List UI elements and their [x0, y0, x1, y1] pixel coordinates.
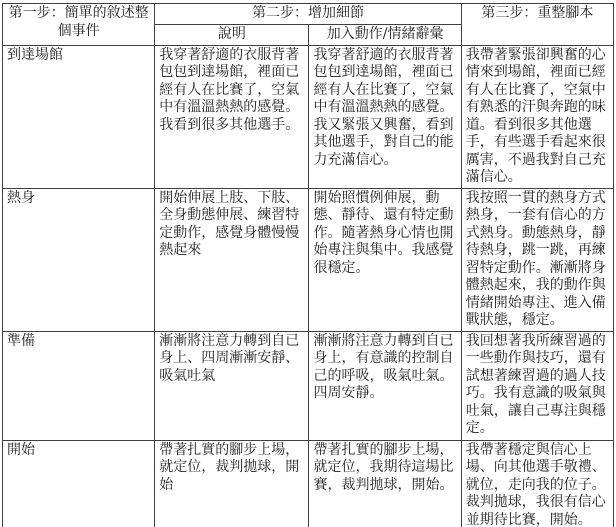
header-step1: 第一步：簡單的敘述整個事件 — [3, 4, 155, 46]
event-label: 開始 — [3, 440, 155, 527]
header-step2-explanation: 說明 — [155, 25, 309, 46]
final-script-cell: 我帶著穩定與信心上場、向其他選手敬禮、就位，走向我的位子。裁判拋球，我很有信心並期待比賽，開始。 — [461, 440, 613, 527]
final-script-cell: 我帶著緊張卻興奮的心情來到場館，裡面已經有人在比賽了，空氣中有熟悉的汗與奔跑的味道。看到很多其他選手，有些選手看起來很厲害，不過我對自己充滿信心。 — [461, 45, 613, 188]
event-label: 到達場館 — [3, 45, 155, 188]
final-script-cell: 我回想著我所練習過的一些動作與技巧，還有試想著練習過的過人技巧。我有意識的吸氣與吐氣，讓自己專注與穩定。 — [461, 331, 613, 440]
event-label: 熱身 — [3, 188, 155, 331]
header-step2: 第二步：增加細節 — [155, 4, 461, 25]
description-cell: 我穿著舒適的衣服背著包包到達場館，裡面已經有人在比賽了，空氣中有溫溫熱熱的感覺。我看到很多其他選手。 — [155, 45, 309, 188]
table-row — [3, 188, 614, 331]
description-cell: 開始伸展上肢、下肢、全身動態伸展、練習特定動作，感覺身體慢慢熱起來 — [155, 188, 309, 331]
final-script-cell: 我按照一貫的熱身方式熱身，一套有信心的方式熱身。動態熱身，靜待熱身，跳一跳，再練習特定動作。漸漸將身體熱起來，我的動作與情緒開始專注、進入備戰狀態，穩定。 — [461, 188, 613, 331]
with-emotion-cell: 帶著扎實的腳步上場，就定位，我期待這場比賽，裁判拋球，開始。 — [309, 440, 461, 527]
with-emotion-cell: 漸漸將注意力轉到自已身上，有意識的控制自己的呼吸，吸氣吐氣。四周安靜。 — [309, 331, 461, 440]
table-row — [3, 45, 614, 188]
with-emotion-cell: 我穿著舒適的衣服背著包包到達場館，裡面已經有人在比賽了，空氣中有溫溫熱熱的感覺。我又緊張又興奮，看到其他選手，對自己的能力充滿信心。 — [309, 45, 461, 188]
header-step3: 第三步：重整腳本 — [461, 4, 613, 46]
three-step-script-table — [2, 3, 614, 527]
event-label: 準備 — [3, 331, 155, 440]
description-cell: 帶著扎實的腳步上場，就定位，裁判拋球，開始 — [155, 440, 309, 527]
table-row — [3, 440, 614, 527]
table-row — [3, 331, 614, 440]
header-step2-action-emotion: 加入動作/情緒辭彙 — [309, 25, 461, 46]
description-cell: 漸漸將注意力轉到自已身上、四周漸漸安靜、吸氣吐氣 — [155, 331, 309, 440]
with-emotion-cell: 開始照慣例伸展，動態、靜待、還有特定動作。隨著熱身心情也開始專注與集中。我感覺很穩定。 — [309, 188, 461, 331]
